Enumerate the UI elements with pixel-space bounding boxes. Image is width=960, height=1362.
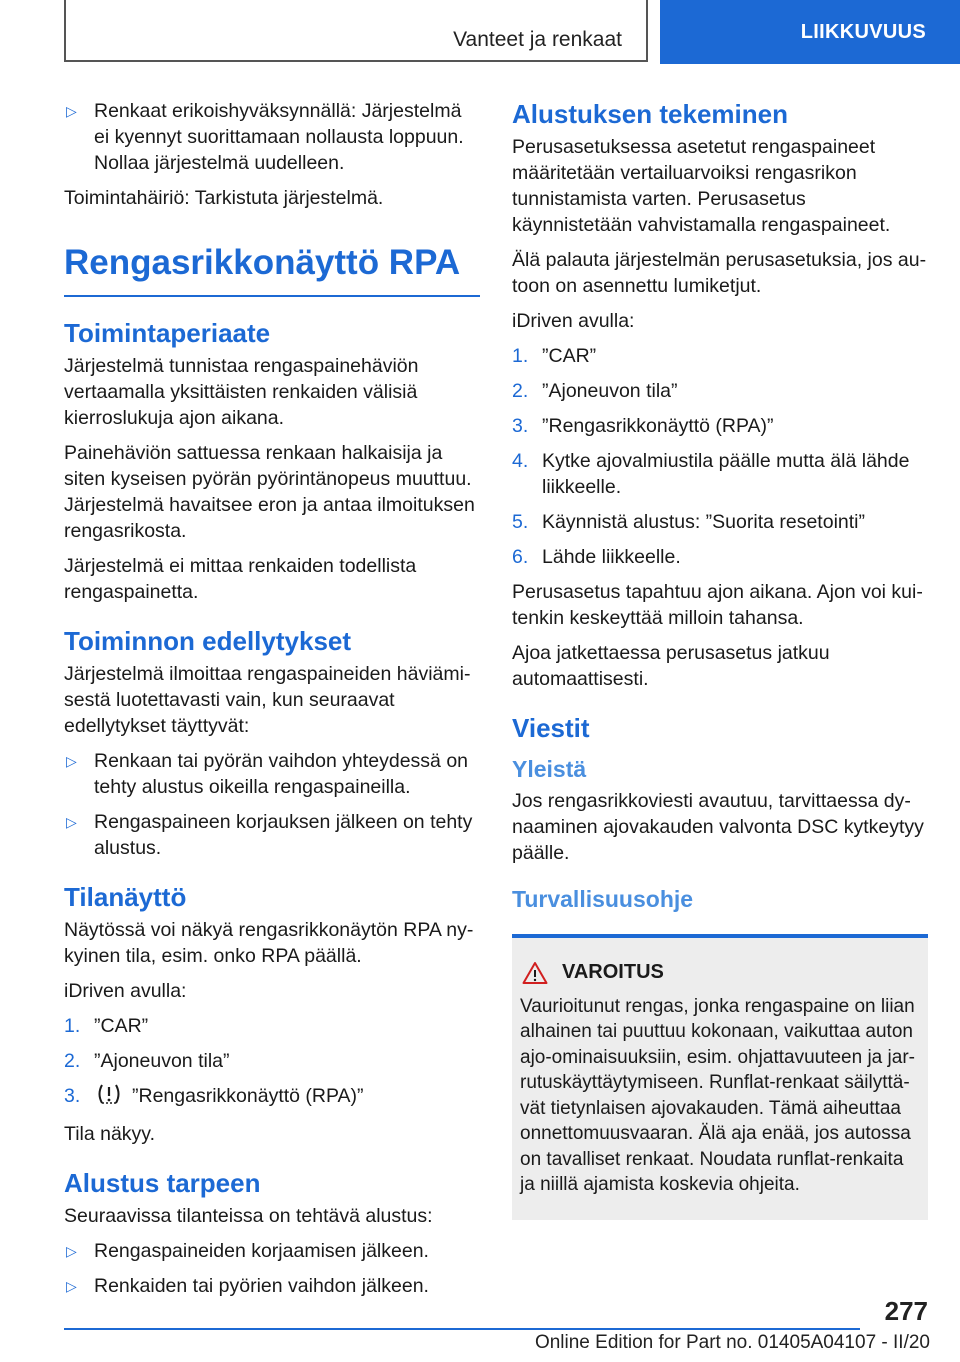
- list-item: 1. ”CAR”: [64, 1015, 149, 1037]
- intro-bullet-list: [64, 98, 480, 176]
- subheading-turvallisuusohje: Turvallisuusohje: [512, 886, 694, 912]
- section-heading-tilanaytto: Tilanäyttö: [64, 882, 187, 912]
- warning-triangle-icon: [522, 961, 548, 985]
- section-heading-alustus-tarpeen: Alustus tarpeen: [64, 1168, 261, 1198]
- paragraph: Järjestelmä ilmoittaa rengaspaineiden häviämisestä luotettavasti vain, kun seuraavat edellytykset täyttyvät:: [64, 663, 471, 737]
- list-item: 6. Lähde liikkeelle.: [512, 546, 681, 568]
- triangle-bullet-icon: ▷: [66, 1243, 77, 1259]
- section-heading-toimintaperiaate: Toimintaperiaate: [64, 318, 271, 348]
- left-column: [64, 98, 480, 1308]
- paragraph: Perusasetus tapahtuu ajon aikana. Ajon voi kuitenkin keskeyttää milloin tahansa.: [512, 581, 923, 629]
- bullet-list: [64, 1238, 480, 1299]
- tire-warning-icon: [96, 1083, 122, 1112]
- triangle-bullet-icon: ▷: [66, 1278, 77, 1294]
- paragraph: iDriven avulla:: [512, 310, 635, 332]
- section-heading-viestit: Viestit: [512, 713, 590, 743]
- triangle-bullet-icon: ▷: [66, 103, 77, 119]
- step-number: 4.: [512, 450, 529, 472]
- list-item: 1. ”CAR”: [512, 345, 597, 367]
- paragraph: Näytössä voi näkyä rengasrikkonäytön RPA nykyinen tila, esim. onko RPA päällä.: [64, 919, 474, 967]
- footer-divider: [64, 1328, 860, 1330]
- paragraph: Seuraavissa tilanteissa on tehtävä alustus:: [64, 1205, 433, 1227]
- list-item: 2. ”Ajoneuvon tila”: [64, 1050, 230, 1072]
- list-item: 2. ”Ajoneuvon tila”: [512, 380, 678, 402]
- warning-text: Vaurioitunut rengas, jonka rengaspaine on liian alhainen tai puuttuu kokonaan, vaikuttaa auton ajo-ominaisuuksiin, esim. ohjattavuuteen ja jarrutuskäyttäytymiseen. Runflat-renkaat säilyttävät tietynlaisen ajovakauden. Tämä aiheuttaa onnettomuusvaaran. Älä aja enää, jos autossa on tavalliset renkaat. Noudata runflat-renkaita ja niillä ajamista koskevia ohjeita.: [520, 995, 915, 1195]
- step-number: 2.: [512, 380, 529, 402]
- list-item: ▷ Rengaspaineen korjauksen jälkeen on tehty alustus.: [66, 811, 473, 859]
- warning-box: [512, 934, 928, 1220]
- list-item: ▷ Renkaat erikoishyväksynnällä: Järjestelmä ei kyennyt suorittamaan nollausta loppuun. Nollaa järjestelmä uudelleen.: [66, 100, 464, 174]
- list-item: 3. ”Rengasrikkonäyttö (RPA)”: [64, 1083, 480, 1112]
- page-title: Rengasrikkonäyttö RPA: [64, 241, 480, 297]
- list-item: ▷ Rengaspaineiden korjaamisen jälkeen.: [66, 1240, 429, 1262]
- header-section-box: [64, 0, 648, 62]
- paragraph: Älä palauta järjestelmän perusasetuksia, jos autoon on asennettu lumiketjut.: [512, 249, 927, 297]
- triangle-bullet-icon: ▷: [66, 753, 77, 769]
- paragraph: iDriven avulla:: [64, 980, 187, 1002]
- warning-title: VAROITUS: [520, 960, 920, 986]
- paragraph: Painehäviön sattuessa renkaan halkaisija ja siten kyseisen pyörän pyörintänopeus muuttuu. Järjestelmä havaitsee eron ja antaa ilmoituksen rengasrikosta.: [64, 442, 475, 542]
- paragraph: Tila näkyy.: [64, 1123, 156, 1145]
- subheading-yleista: Yleistä: [512, 756, 587, 782]
- paragraph: Ajoa jatkettaessa perusasetus jatkuu automaattisesti.: [512, 642, 830, 690]
- right-column: [512, 98, 928, 1220]
- paragraph: Jos rengasrikkoviesti avautuu, tarvittaessa dynaaminen ajovakauden valvonta DSC kytkeytyy päälle.: [512, 790, 924, 864]
- step-number: 5.: [512, 511, 529, 533]
- section-heading-alustuksen-tekeminen: Alustuksen tekeminen: [512, 99, 788, 129]
- step-number: 1.: [64, 1015, 81, 1037]
- header-chapter-tab: LIIKKUVUUS: [660, 0, 960, 64]
- step-number: 6.: [512, 546, 529, 568]
- paragraph: Toimintahäiriö: Tarkistuta järjestelmä.: [64, 187, 384, 209]
- header-section-title: Vanteet ja renkaat: [453, 28, 622, 51]
- step-number: 3.: [512, 415, 529, 437]
- triangle-bullet-icon: ▷: [66, 814, 77, 830]
- step-number: 2.: [64, 1050, 81, 1072]
- list-item: 3. ”Rengasrikkonäyttö (RPA)”: [512, 415, 774, 437]
- paragraph: Järjestelmä tunnistaa rengaspainehäviön vertaamalla yksittäisten renkaiden välisiä kierroslukuja ajon aikana.: [64, 355, 419, 429]
- paragraph: Järjestelmä ei mittaa renkaiden todellista rengaspainetta.: [64, 555, 417, 603]
- step-number: 1.: [512, 345, 529, 367]
- list-item: ▷ Renkaiden tai pyörien vaihdon jälkeen.: [66, 1275, 429, 1297]
- step-list: [64, 1013, 480, 1112]
- paragraph: Perusasetuksessa asetetut rengaspaineet määritetään vertailuarvoiksi rengasrikon tunnistamista varten. Perusasetus käynnistetään vahvistamalla rengaspaineet.: [512, 136, 891, 236]
- page-number: 277: [884, 1296, 928, 1326]
- list-item: ▷ Renkaan tai pyörän vaihdon yhteydessä on tehty alustus oikeilla rengaspaineilla.: [66, 750, 469, 798]
- list-item: 5. Käynnistä alustus: ”Suorita resetointi”: [512, 511, 865, 533]
- bullet-list: [64, 748, 480, 861]
- page-header: [0, 0, 960, 66]
- step-number: 3.: [64, 1085, 81, 1107]
- step-list: [512, 343, 928, 570]
- list-item: 4. Kytke ajovalmiustila päälle mutta älä lähde liikkeelle.: [512, 450, 910, 498]
- section-heading-edellytykset: Toiminnon edellytykset: [64, 626, 352, 656]
- footer-edition: Online Edition for Part no. 01405A04107 - II/20: [534, 1332, 930, 1353]
